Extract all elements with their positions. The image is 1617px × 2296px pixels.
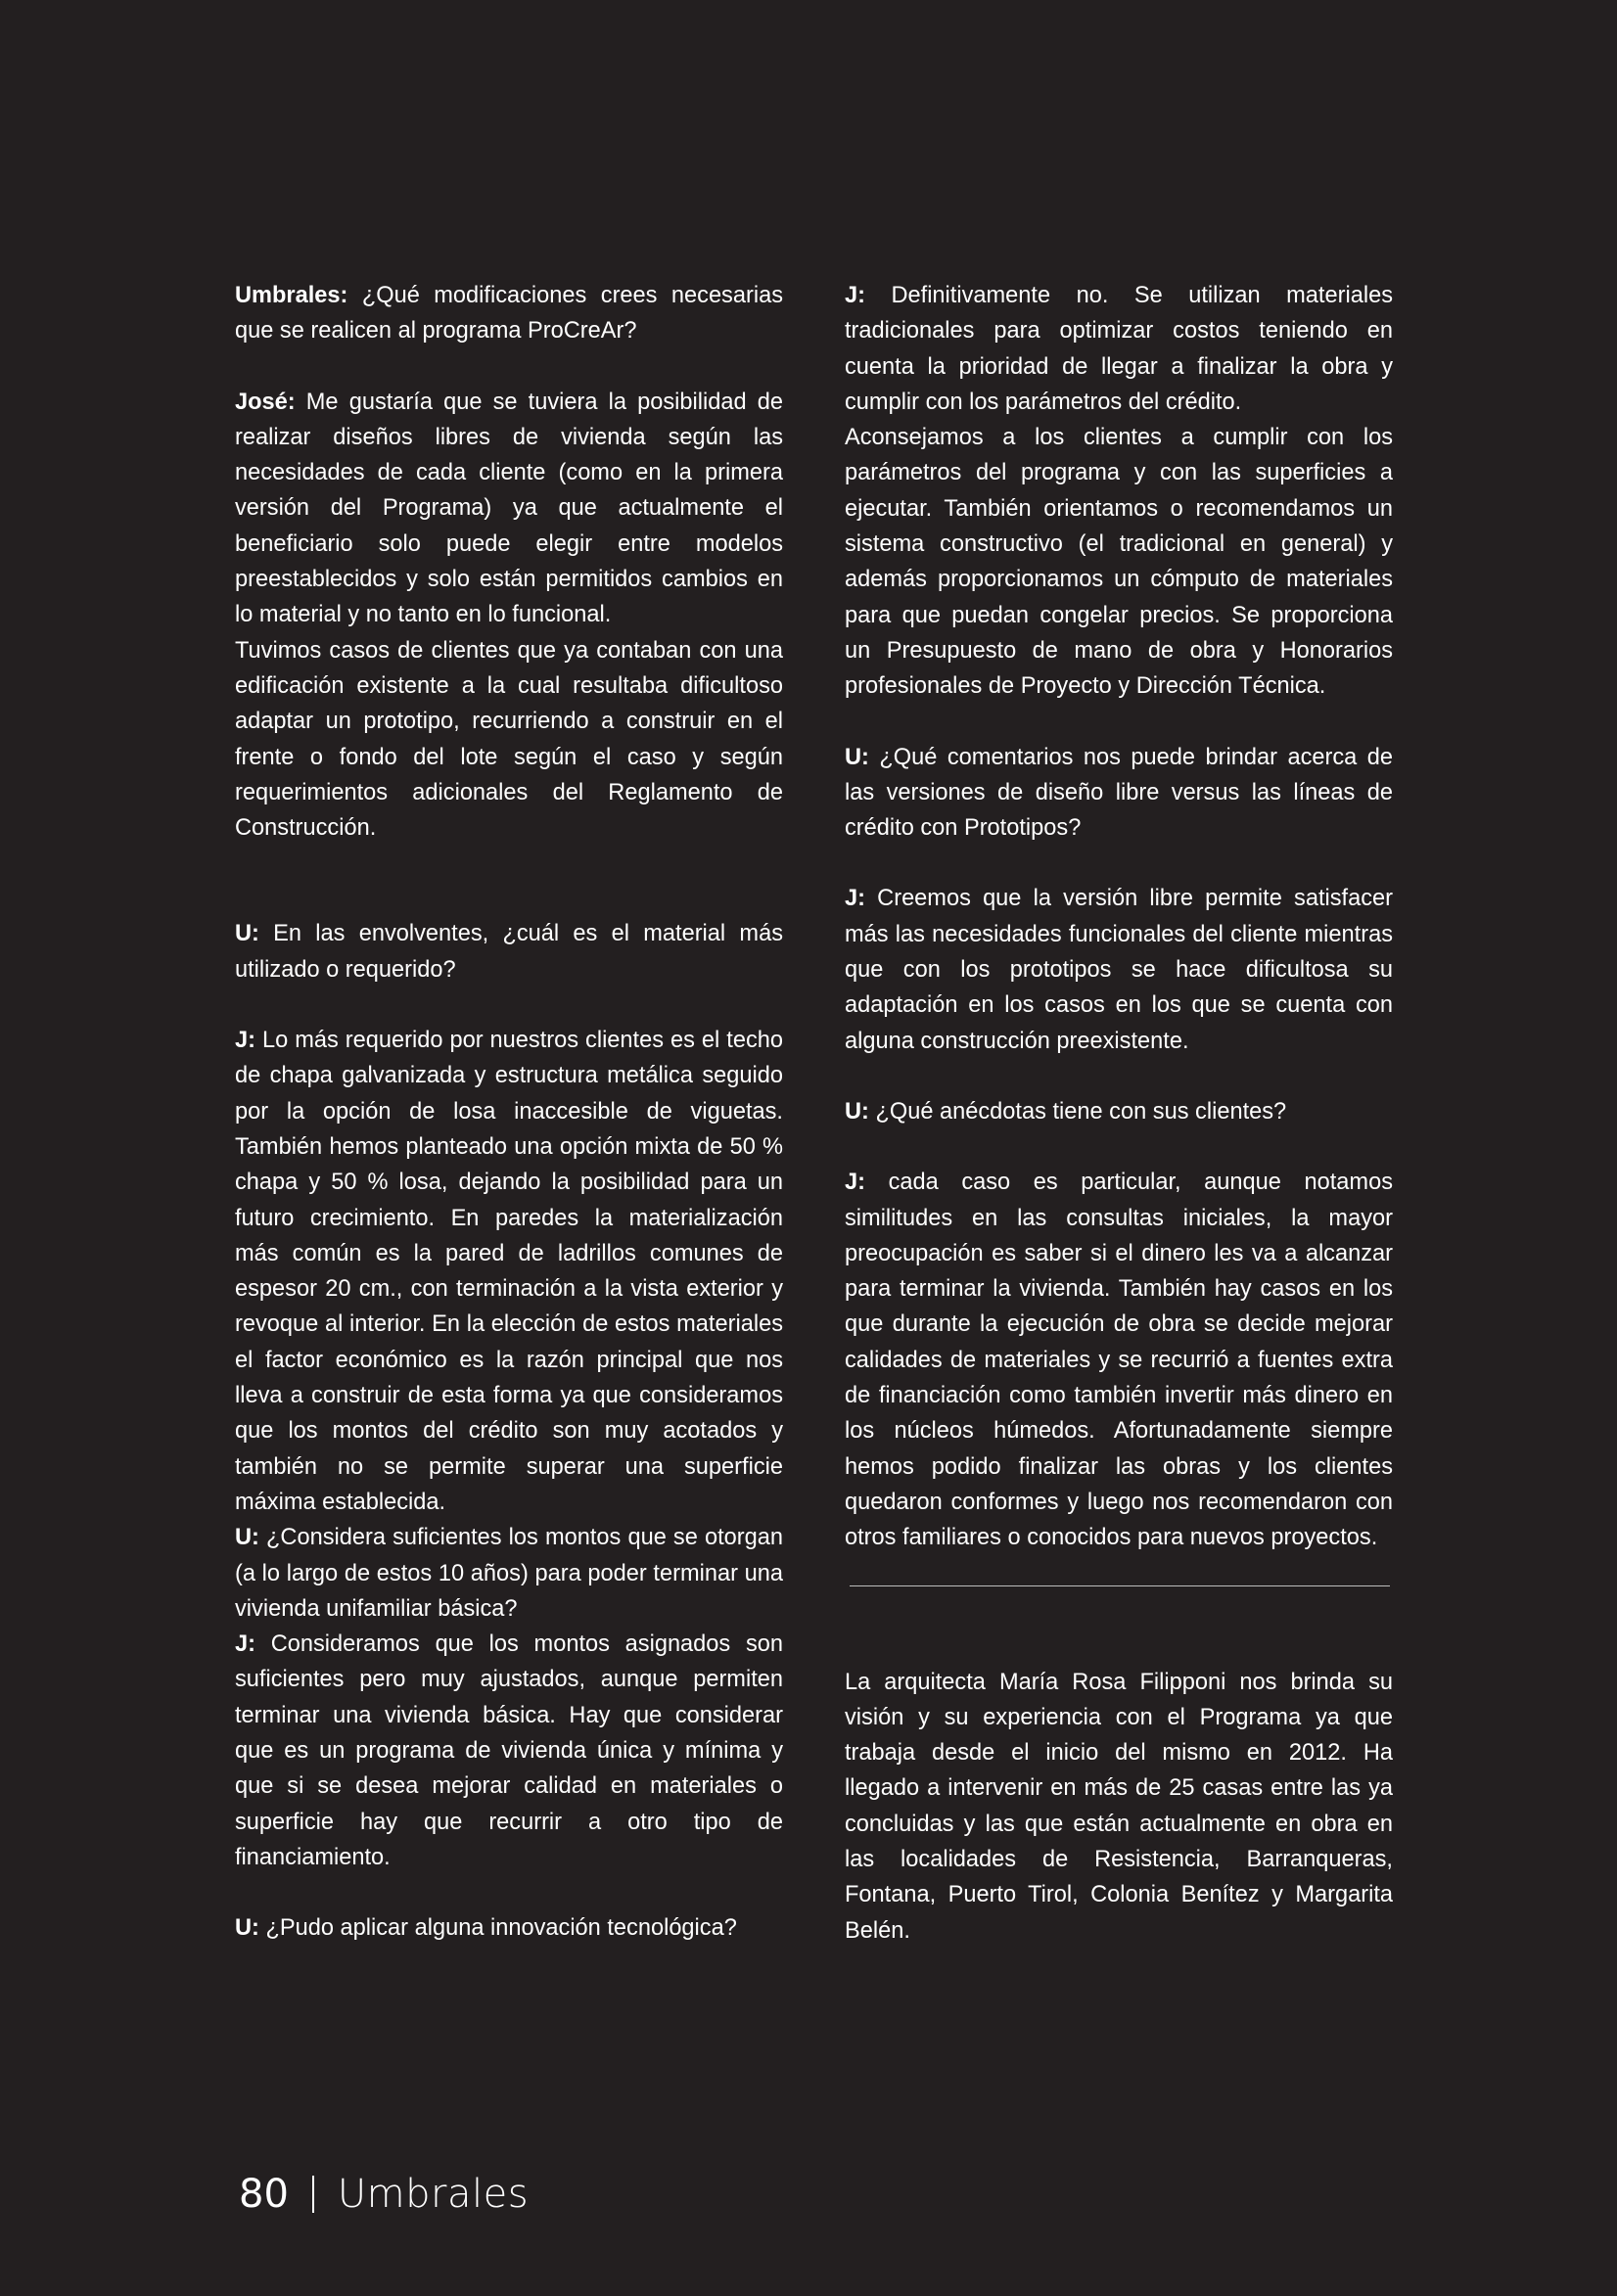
speaker-label: U:: [235, 1525, 259, 1551]
paragraph: [845, 740, 1393, 847]
paragraph: [235, 916, 783, 987]
paragraph-text: ¿Qué comentarios nos puede brindar acerca de las versiones de diseño libre versus las líneas de crédito con Prototipos?: [845, 744, 1393, 842]
paragraph: [235, 278, 783, 349]
paragraph: [235, 633, 783, 847]
paragraph-text: Definitivamente no. Se utilizan materiales tradicionales para optimizar costos teniendo en cuenta la prioridad de llegar a finalizar la obra y cumplir con los parámetros del crédito.: [845, 283, 1393, 415]
paragraph-text: Creemos que la versión libre permite satisfacer más las necesidades funcionales del cliente mientras que con los prototipos se hace dificultosa su adaptación en los casos en los que se cuenta con alguna construcción preexistente.: [845, 886, 1393, 1054]
paragraph: [235, 385, 783, 633]
paragraph-text: En las envolventes, ¿cuál es el material más utilizado o requerido?: [235, 921, 783, 983]
paragraph-text: La arquitecta María Rosa Filipponi nos brinda su visión y su experiencia con el Programa ya que trabaja desde el inicio del mismo en 2012. Ha llegado a intervenir en más de 25 casas entre las ya concluidas y las que están actualmente en obra en las localidades de Resistencia, Barranqueras, Fontana, Puerto Tirol, Colonia Benítez y Margarita Belén.: [845, 1669, 1393, 1944]
paragraph: [235, 1910, 783, 1946]
paragraph: [235, 1627, 783, 1875]
page-number: 80: [239, 2172, 289, 2217]
paragraph-text: ¿Qué modificaciones crees necesarias que se realicen al programa ProCreAr?: [235, 283, 783, 344]
paragraph-text: Me gustaría que se tuviera la posibilidad de realizar diseños libres de vivienda según las necesidades de cada cliente (como en la primera versión del Programa) ya que actualmente el beneficiario solo puede elegir entre modelos preestablecidos y solo están permitidos cambios en lo material y no tanto en lo funcional.: [235, 389, 783, 628]
speaker-label: U:: [235, 921, 259, 947]
speaker-label: Umbrales:: [235, 283, 348, 308]
speaker-label: J:: [845, 886, 865, 912]
paragraph-text: ¿Considera suficientes los montos que se otorgan (a lo largo de estos 10 años) para poder terminar una vivienda unifamiliar básica?: [235, 1525, 783, 1622]
speaker-label: J:: [845, 1170, 865, 1196]
page-footer: [239, 2165, 529, 2224]
paragraph-text: Consideramos que los montos asignados son suficientes pero muy ajustados, aunque permiten terminar una vivienda básica. Hay que considerar que es un programa de vivienda única y mínima y que si se desea mejorar calidad en materiales o superficie hay que recurrir a otro tipo de financiamiento.: [235, 1631, 783, 1870]
speaker-label: J:: [235, 1028, 255, 1054]
footer-separator: [312, 2176, 314, 2213]
speaker-label: U:: [235, 1915, 259, 1942]
right-column: [845, 278, 1393, 1949]
paragraph-text: ¿Pudo aplicar alguna innovación tecnológica?: [258, 1915, 737, 1942]
paragraph-text: Tuvimos casos de clientes que ya contaban con una edificación existente a la cual resultaba dificultoso adaptar un prototipo, recurriendo a construir en el frente o fondo del lote según el caso y según requerimientos adicionales del Reglamento de Construcción.: [235, 637, 783, 842]
speaker-label: U:: [845, 1098, 869, 1125]
speaker-label: J:: [235, 1631, 255, 1658]
paragraph: [845, 278, 1393, 420]
paragraph-text: Aconsejamos a los clientes a cumplir con los parámetros del programa y con las superficies a ejecutar. También orientamos o recomendamos un sistema constructivo (el tradicional en general) y además proporcionamos un cómputo de materiales para que puedan congelar precios. Se proporciona un Presupuesto de mano de obra y Honorarios profesionales de Proyecto y Dirección Técnica.: [845, 425, 1393, 700]
paragraph: [235, 1520, 783, 1627]
paragraph: [845, 881, 1393, 1058]
speaker-label: U:: [845, 744, 869, 770]
paragraph-text: Lo más requerido por nuestros clientes es el techo de chapa galvanizada y estructura metálica seguido por la opción de losa inaccesible de viguetas. También hemos planteado una opción mixta de 50 % chapa y 50 % losa, dejando la posibilidad para un futuro crecimiento. En paredes la materialización más común es la pared de ladrillos comunes de espesor 20 cm., con terminación a la vista exterior y revoque al interior. En la elección de estos materiales el factor económico es la razón principal que nos lleva a construir de esta forma ya que consideramos que los montos del crédito son muy acotados y también no se permite superar una superficie máxima establecida.: [235, 1028, 783, 1515]
paragraph-text: cada caso es particular, aunque notamos similitudes en las consultas iniciales, la mayor preocupación es saber si el dinero les va a alcanzar para terminar la vivienda. También hay casos en los que durante la ejecución de obra se decide mejorar calidades de materiales y se recurrió a fuentes extra de financiación como también invertir más dinero en los núcleos húmedos. Afortunadamente siempre hemos podido finalizar las obras y los clientes quedaron conformes y luego nos recomendaron con otros familiares o conocidos para nuevos proyectos.: [845, 1170, 1393, 1551]
speaker-label: José:: [235, 389, 296, 415]
speaker-label: J:: [845, 283, 865, 308]
magazine-name: Umbrales: [337, 2172, 530, 2217]
paragraph: [845, 1165, 1393, 1555]
paragraph: [845, 420, 1393, 704]
left-column: [235, 278, 783, 1946]
paragraph: [235, 1023, 783, 1520]
paragraph: [845, 1094, 1393, 1129]
intro-paragraph: [845, 1665, 1393, 1949]
paragraph-text: ¿Qué anécdotas tiene con sus clientes?: [868, 1098, 1287, 1125]
